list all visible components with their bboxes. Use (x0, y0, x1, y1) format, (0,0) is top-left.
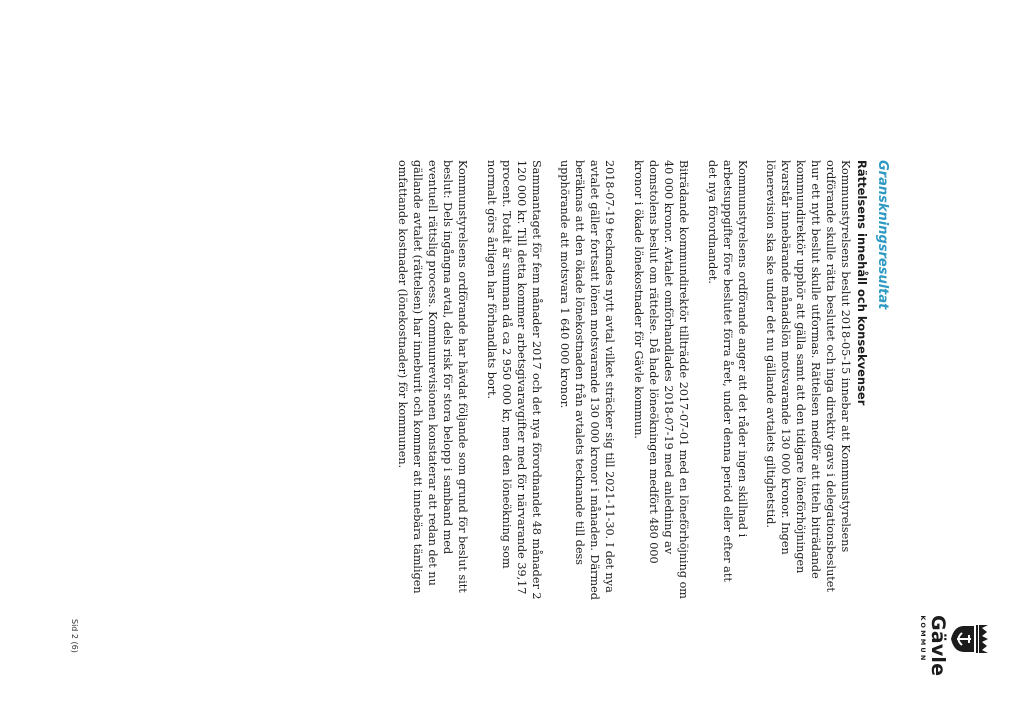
section-title: Granskningsresultat (875, 160, 890, 310)
paragraph: Kommunstyrelsens ordförande har hävdat följande som grund för beslut sitt beslut: Dels ingångna avtal, dels risk för stora belopp i samband med eventuell rättslig process. Kommunrevisionen konstaterar att redan det nu gällande avtalet (rättelsen) har inneburit och kommer att innebära tämligen omfattande kostnader (lönekostnader) för kommunen. (396, 160, 469, 594)
paragraph: Sammantaget för fem månader 2017 och det nya förordnandet 48 månader 2 120 000 kr. Till detta kommer arbetsgivaravgifter med för närvarande 39,17 procent. Totalt är summan då ca 2 950 000 kr, men den löneökning som normalt görs årligen har förhandlats bort. (484, 160, 543, 600)
paragraph: Kommunstyrelsens ordförande anger att det råder ingen skillnad i arbetsuppgifter före beslutet förra året, under denna period eller efter att det nya förordnandet. (705, 160, 749, 582)
municipality-logo (919, 615, 990, 677)
document-body (380, 160, 890, 600)
municipality-name: Gävle (927, 615, 949, 677)
coat-of-arms-icon (950, 622, 990, 656)
municipality-subtitle: KOMMUN (919, 615, 927, 663)
page-number: Sid 2 (6) (70, 619, 79, 653)
section-heading: Rättelsens innehåll och konsekvenser (855, 160, 869, 406)
paragraph: Biträdande kommundirektör tillträdde 2017-07-01 med en löneförhöjning om 40 000 kronor. Avtalet omförhandlades 2018-07-19 med anledning av domstolens beslut om rättelse. Då hade löneökningen medfört 480 000 kronor i ökade lönekostnader för Gävle kommun. (632, 160, 690, 599)
paragraph: Kommunstyrelsens beslut 2018-05-15 innebar att Kommunstyrelsens ordförande skulle rätta beslutet och inga direktiv gavs i delegationsbeslutet hur ett nytt beslut skulle utformas. Rättelsen medför att titeln biträdande kommundirektör upphör att gälla samt att den tidigare löneförhöjningen kvarstår innebärande månadslön motsvarande 130 000 kronor. Ingen lönerevision ska ske under det nu gällande avtalets giltighetstid. (764, 160, 852, 592)
paragraph: 2018-07-19 tecknades nytt avtal vilket sträcker sig till 2021-11-30. I det nya avtalet gäller fortsatt lönen motsvarande 130 000 kronor i månaden. Därmed beräknas att den ökade lönekostnaden från avtalets tecknande till dess upphörande att motsvara 1 640 000 kronor. (558, 160, 617, 600)
